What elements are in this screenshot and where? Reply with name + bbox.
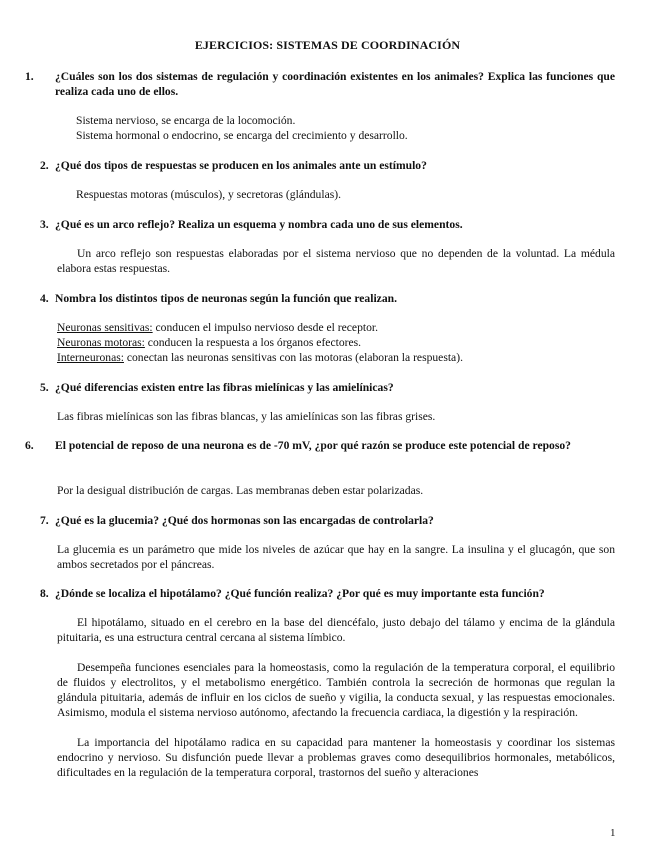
answer-7 bbox=[57, 542, 615, 572]
question-5 bbox=[40, 380, 615, 395]
answer-2 bbox=[76, 187, 636, 202]
page-title: EJERCICIOS: SISTEMAS DE COORDINACIÓN bbox=[194, 38, 461, 52]
question-7 bbox=[40, 513, 615, 528]
list-item bbox=[57, 320, 615, 335]
question-text: Nombra los distintos tipos de neuronas según la función que realizan. bbox=[55, 292, 397, 305]
answer-1 bbox=[76, 113, 636, 143]
question-number: 3. bbox=[40, 218, 49, 231]
term: Neuronas sensitivas: bbox=[57, 321, 153, 334]
answer-3 bbox=[57, 246, 615, 276]
page-number: 1 bbox=[610, 827, 616, 839]
answer-line: Por la desigual distribución de cargas. Las membranas deben estar polarizadas. bbox=[57, 484, 424, 497]
question-1 bbox=[25, 69, 615, 99]
term: Neuronas motoras: bbox=[57, 336, 145, 349]
question-text: ¿Dónde se localiza el hipotálamo? ¿Qué función realiza? ¿Por qué es muy importante esta función? bbox=[55, 587, 545, 600]
term-description: conducen la respuesta a los órganos efectores. bbox=[144, 336, 362, 349]
term-description: conectan las neuronas sensitivas con las motoras (elaboran la respuesta). bbox=[123, 351, 463, 364]
question-number: 1. bbox=[25, 70, 34, 83]
term: Interneuronas: bbox=[57, 351, 124, 364]
question-number: 8. bbox=[40, 587, 49, 600]
question-text: ¿Qué diferencias existen entre las fibras mielínicas y las amielínicas? bbox=[55, 381, 394, 394]
answer-paragraph: La importancia del hipotálamo radica en su capacidad para mantener la homeostasis y coordinar los sistemas endocrino y nervioso. Su disfunción puede llevar a problemas graves como desequilibrios hormonales, metabólicos, dificultades en la regulación de la temperatura corporal, trastornos del sueño y alteraciones bbox=[57, 736, 615, 779]
question-text: ¿Qué es un arco reflejo? Realiza un esquema y nombra cada uno de sus elementos. bbox=[55, 218, 463, 231]
question-6 bbox=[25, 438, 615, 453]
question-8 bbox=[40, 586, 615, 601]
answer-paragraph: El hipotálamo, situado en el cerebro en la base del diencéfalo, justo debajo del tálamo y encima de la glándula pituitaria, es una estructura central cercana al sistema límbico. bbox=[57, 616, 615, 644]
question-text: El potencial de reposo de una neurona es de -70 mV, ¿por qué razón se produce este potencial de reposo? bbox=[55, 439, 571, 452]
answer-paragraph: La glucemia es un parámetro que mide los niveles de azúcar que hay en la sangre. La insulina y el glucagón, que son ambos secretados por el páncreas. bbox=[57, 543, 615, 571]
question-3 bbox=[40, 217, 615, 232]
answer-6 bbox=[57, 483, 615, 498]
answer-paragraph: Un arco reflejo son respuestas elaboradas por el sistema nervioso que no dependen de la voluntad. La médula elabora estas respuestas. bbox=[57, 247, 615, 275]
answer-line: Respuestas motoras (músculos), y secretoras (glándulas). bbox=[76, 188, 341, 201]
answer-paragraph: Desempeña funciones esenciales para la homeostasis, como la regulación de la temperatura corporal, el equilibrio de fluidos y electrolitos, y el metabolismo energético. También controla la secreción de hormonas que regulan la glándula pituitaria, además de influir en los ciclos de sueño y vigilia, la conducta sexual, y las respuestas emocionales. Asimismo, modula el sistema nervioso autónomo, afectando la frecuencia cardiaca, la digestión y la respiración. bbox=[57, 661, 615, 719]
question-number: 5. bbox=[40, 381, 49, 394]
question-text: ¿Qué es la glucemia? ¿Qué dos hormonas son las encargadas de controlarla? bbox=[55, 514, 434, 527]
list-item bbox=[57, 335, 615, 350]
answer-line: Las fibras mielínicas son las fibras blancas, y las amielínicas son las fibras grises. bbox=[57, 410, 436, 423]
question-number: 2. bbox=[40, 159, 49, 172]
question-4 bbox=[40, 291, 615, 306]
answer-4 bbox=[57, 320, 615, 365]
question-2 bbox=[40, 158, 615, 173]
term-description: conducen el impulso nervioso desde el receptor. bbox=[152, 321, 379, 334]
answer-5 bbox=[57, 409, 615, 424]
answer-line: Sistema nervioso, se encarga de la locomoción. bbox=[76, 114, 296, 127]
question-number: 7. bbox=[40, 514, 49, 527]
question-text: ¿Qué dos tipos de respuestas se producen en los animales ante un estímulo? bbox=[55, 159, 427, 172]
answer-8 bbox=[57, 615, 615, 780]
question-number: 6. bbox=[25, 439, 34, 452]
question-number: 4. bbox=[40, 292, 49, 305]
question-text: ¿Cuáles son los dos sistemas de regulación y coordinación existentes en los animales? Explica las funciones que realiza cada uno de ellos. bbox=[55, 70, 615, 98]
answer-line: Sistema hormonal o endocrino, se encarga del crecimiento y desarrollo. bbox=[76, 129, 408, 142]
list-item bbox=[57, 350, 615, 365]
